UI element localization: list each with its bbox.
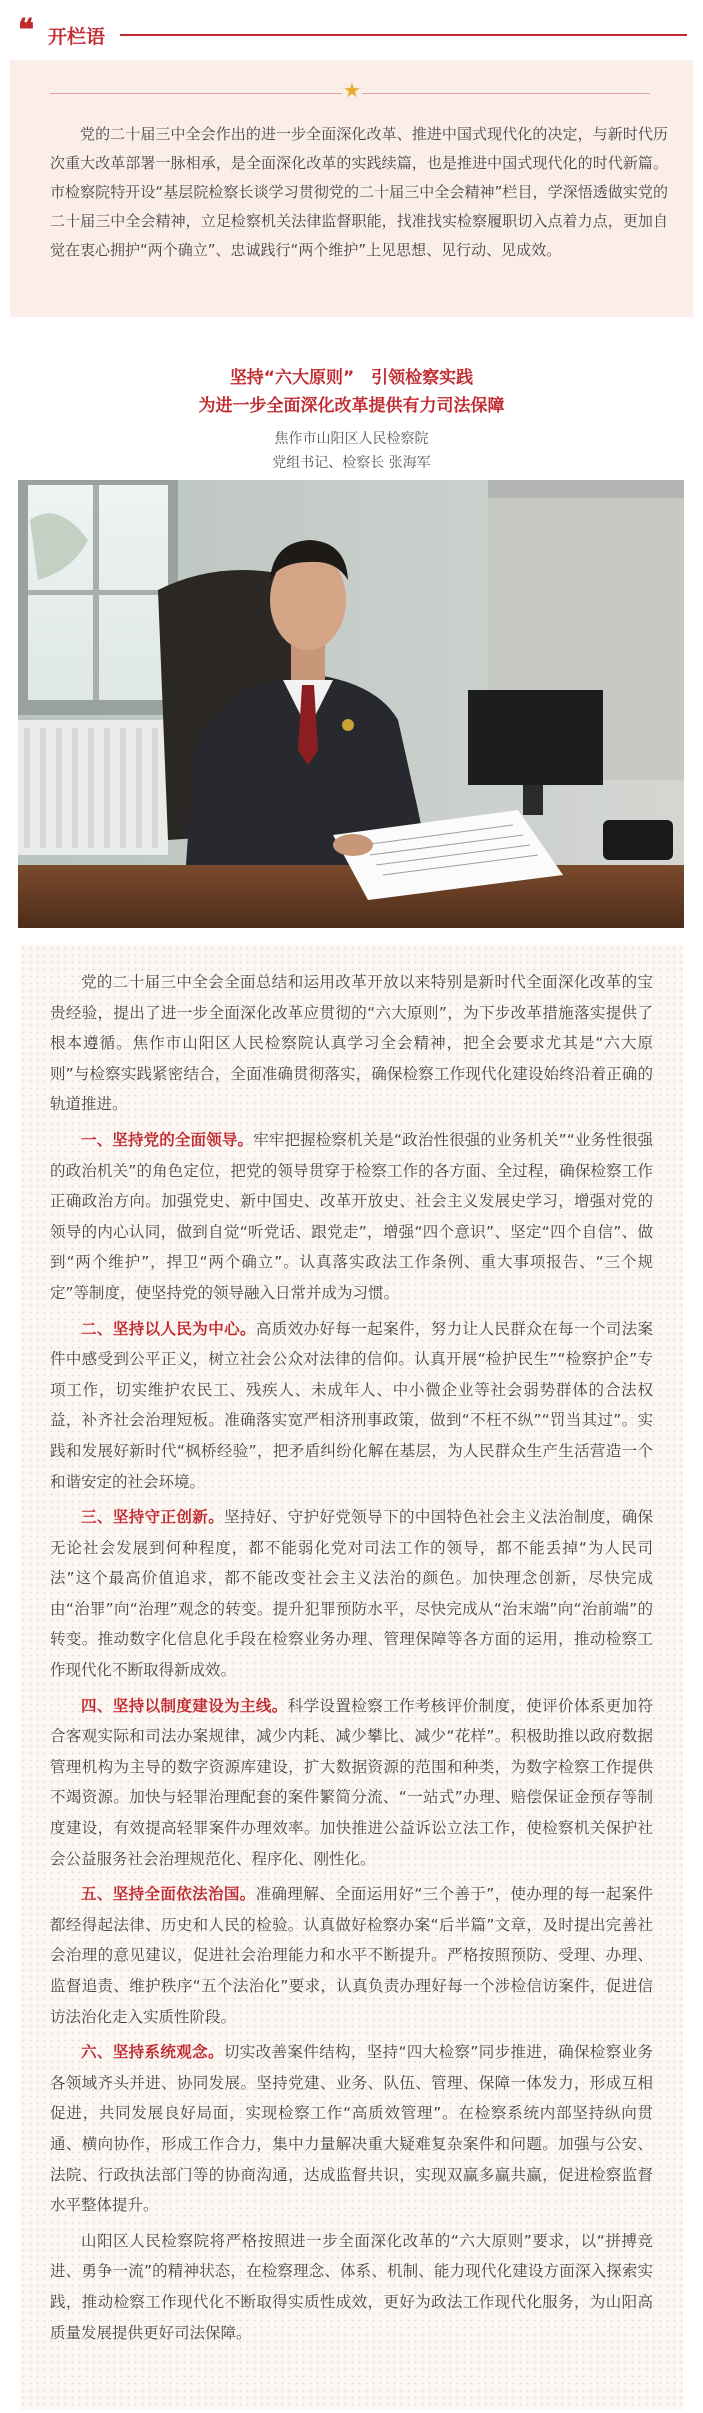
header-divider	[120, 34, 687, 36]
article-body	[20, 945, 683, 2410]
paragraph-conclusion: 山阳区人民检察院将严格按照进一步全面深化改革的“六大原则”要求，以“拼搏竞进、勇争一流”的精神状态，在检察理念、体系、机制、能力现代化建设方面深入探索实践，推动检察工作现代化不断取得实质性成效，更好为政法工作现代化服务，为山阳高质量发展提供更好司法保障。	[50, 2231, 653, 2342]
paragraph-intro: 党的二十届三中全会全面总结和运用改革开放以来特别是新时代全面深化改革的宝贵经验，提出了进一步全面深化改革应贯彻的“六大原则”，为下步改革措施落实提供了根本遵循。焦作市山阳区人民检察院认真学习全会精神，把全会要求尤其是“六大原则”与检察实践紧密结合，全面准确贯彻落实，确保检察工作现代化建设始终沿着正确的轨道推进。	[50, 973, 653, 1114]
paragraph-principle-1: 一、坚持党的全面领导。牢牢把握检察机关是“政治性很强的业务机关”“业务性很强的政治机关”的角色定位，把党的领导贯穿于检察工作的各方面、全过程，确保检察工作正确政治方向。加强党史、新中国史、改革开放史、社会主义发展史学习，增强对党的领导的内心认同，做到自觉“听党话、跟党走”，增强“四个意识”、坚定“四个自信”、做到“两个维护”，捍卫“两个确立”。认真落实政法工作条例、重大事项报告、“三个规定”等制度，使坚持党的领导融入日常并成为习惯。	[50, 1130, 653, 1302]
author-org: 焦作市山阳区人民检察院	[274, 431, 429, 447]
principle-heading-4: 四、坚持以制度建设为主线。	[81, 1696, 288, 1715]
author-photo	[18, 480, 684, 928]
principle-heading-5: 五、坚持全面依法治国。	[81, 1885, 256, 1904]
article-title-line2: 为进一步全面深化改革提供有力司法保障	[198, 396, 505, 416]
intro-box	[10, 60, 693, 317]
principle-heading-2: 二、坚持以人民为中心。	[81, 1319, 256, 1338]
principle-heading-6: 六、坚持系统观念。	[81, 2043, 224, 2062]
author-photo-illustration	[18, 480, 684, 928]
paragraph-principle-6: 六、坚持系统观念。切实改善案件结构，坚持“四大检察”同步推进，确保检察业务各领域齐头并进、协同发展。坚持党建、业务、队伍、管理、保障一体发力，形成互相促进，共同发展良好局面，实现检察工作“高质效管理”。在检察系统内部坚持纵向贯通、横向协作，形成工作合力，集中力量解决重大疑难复杂案件和问题。加强与公安、法院、行政执法部门等的协商沟通，达成监督共识，实现双赢多赢共赢，促进检察监督水平整体提升。	[50, 2043, 653, 2215]
principle-heading-1: 一、坚持党的全面领导。	[81, 1130, 254, 1149]
paragraph-principle-4: 四、坚持以制度建设为主线。科学设置检察工作考核评价制度，使评价体系更加符合客观实际和司法办案规律，减少内耗、减少攀比、减少“花样”。积极助推以政府数据管理机构为主导的数字资源库建设，扩大数据资源的范围和种类，为数字检察工作提供不竭资源。加快与轻罪治理配套的案件繁简分流、“一站式”办理、赔偿保证金预存等制度建设，有效提高轻罪案件办理效率。加快推进公益诉讼立法工作，使检察机关保护社会公益服务社会治理规范化、程序化、刚性化。	[50, 1696, 653, 1868]
paragraph-principle-5: 五、坚持全面依法治国。准确理解、全面运用好“三个善于”，使办理的每一起案件都经得起法律、历史和人民的检验。认真做好检察办案“后半篇”文章，及时提出完善社会治理的意见建议，促进社会治理能力和水平不断提升。严格按照预防、受理、办理、监督追责、维护秩序“五个法治化”要求，认真负责办理好每一个涉检信访案件，促进信访法治化走入实质性阶段。	[50, 1885, 653, 2026]
column-label: 开栏语	[48, 26, 106, 48]
paragraph-principle-3: 三、坚持守正创新。坚持好、守护好党领导下的中国特色社会主义法治制度，确保无论社会发展到何种程度，都不能弱化党对司法工作的领导，都不能丢掉“为人民司法”这个最高价值追求，都不能改变社会主义法治的颜色。加快理念创新，尽快完成由“治罪”向“治理”观念的转变。提升犯罪预防水平，尽快完成从“治末端”向“治前端”的转变。推动数字化信息化手段在检察业务办理、管理保障等各方面的运用，推动检察工作现代化不断取得新成效。	[50, 1508, 653, 1680]
column-header	[0, 0, 703, 60]
intro-text: 党的二十届三中全会作出的进一步全面深化改革、推进中国式现代化的决定，与新时代历次重大改革部署一脉相承，是全面深化改革的实践续篇，也是推进中国式现代化的时代新篇。市检察院特开设“基层院检察长谈学习贯彻党的二十届三中全会精神”栏目，学深悟透做实党的二十届三中全会精神，立足检察机关法律监督职能，找准找实检察履职切入点着力点，更加自觉在衷心拥护“两个确立”、忠诚践行“两个维护”上见思想、见行动、见成效。	[50, 125, 668, 259]
star-icon: ★	[343, 78, 361, 102]
quote-mark-icon: ❝	[18, 13, 35, 48]
article-title-line1: 坚持“六大原则” 引领检察实践	[229, 368, 474, 388]
principle-heading-3: 三、坚持守正创新。	[81, 1508, 225, 1527]
paragraph-principle-2: 二、坚持以人民为中心。高质效办好每一起案件，努力让人民群众在每一个司法案件中感受到公平正义，树立社会公众对法律的信仰。认真开展“检护民生”“检察护企”专项工作，切实维护农民工、残疾人、未成年人、中小微企业等社会弱势群体的合法权益，补齐社会治理短板。准确落实宽严相济刑事政策，做到“不枉不纵”“罚当其过”。实践和发展好新时代“枫桥经验”，把矛盾纠纷化解在基层，为人民群众生产生活营造一个和谐安定的社会环境。	[50, 1319, 653, 1491]
author-name: 党组书记、检察长 张海军	[272, 455, 431, 471]
